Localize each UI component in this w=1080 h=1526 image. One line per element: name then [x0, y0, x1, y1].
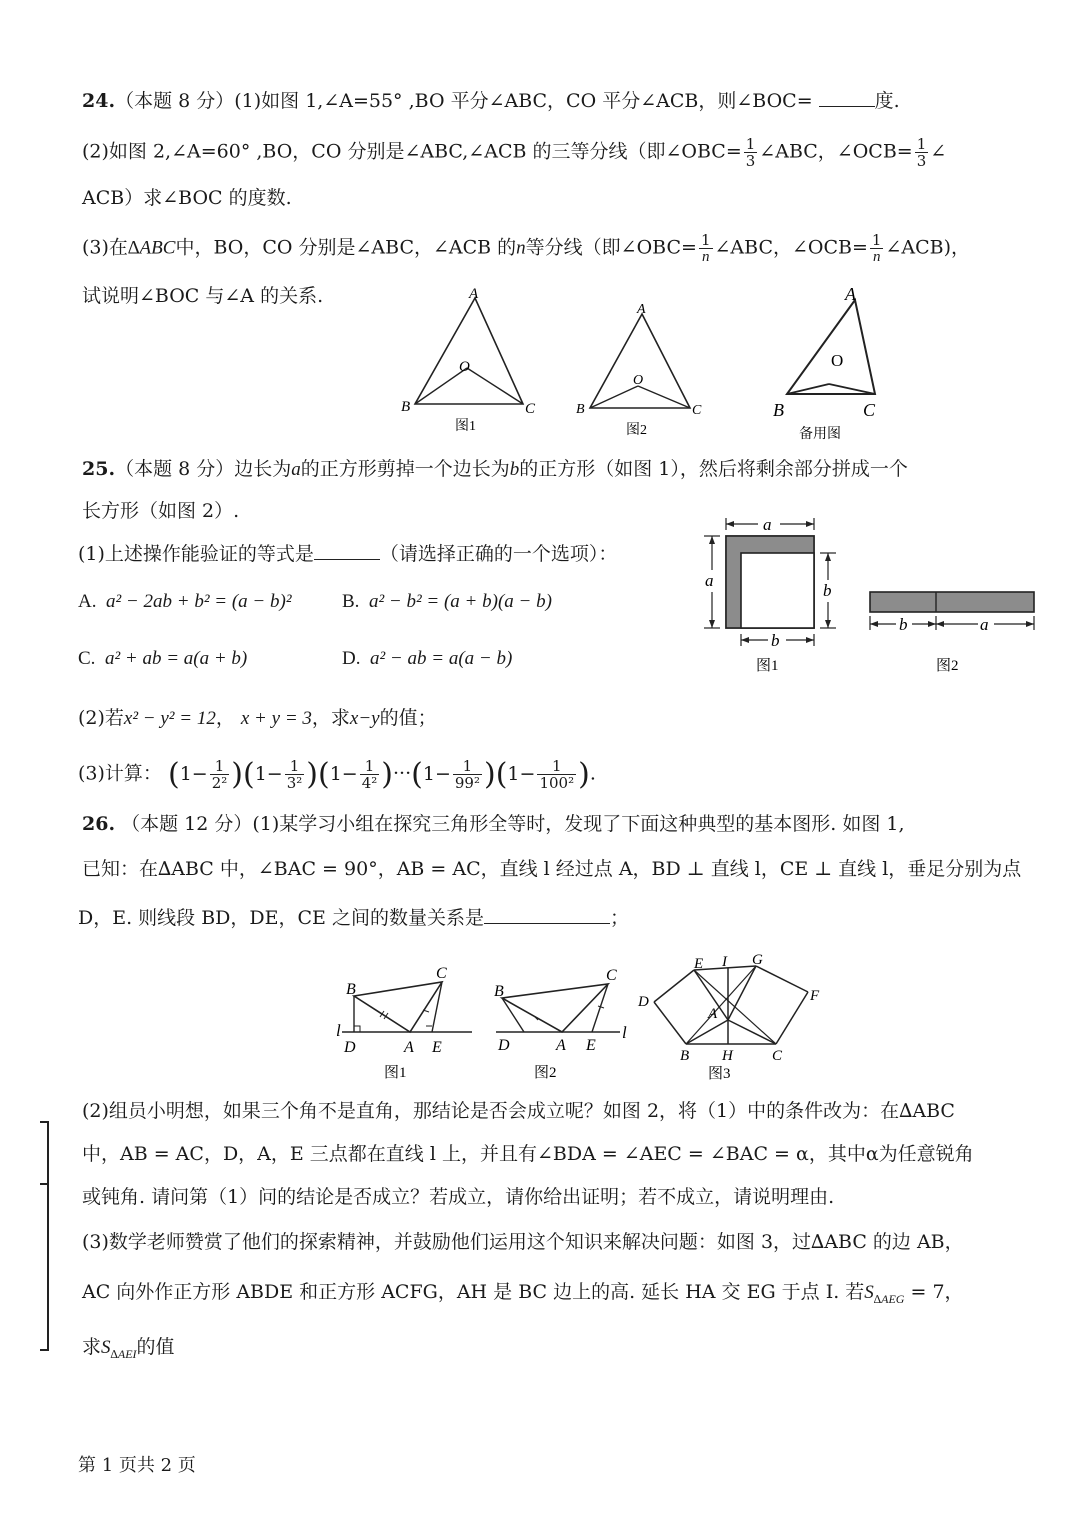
vertex-b-label: B [576, 402, 585, 417]
svg-text:G: G [752, 952, 763, 968]
q26-line7 [82, 1228, 964, 1256]
option-d-equation: a² − ab = a(a − b) [369, 648, 513, 669]
triangle-abc [354, 982, 442, 1032]
q26-part2-text-c: 或钝角. 请问第（1）问的结论是否成立？若成立，请你给出证明；若不成立，请说明理由. [82, 1186, 835, 1208]
q26-number: 26. [82, 813, 116, 835]
q26-figure-3-caption: 图3 [708, 1066, 731, 1082]
q25-score: （本题 8 分） [115, 458, 235, 480]
svg-text:I: I [722, 954, 727, 970]
q24-part3-text-e: ∠ACB)， [885, 236, 971, 259]
q25-option-a[interactable]: A. a² − 2ab + b² = (a − b)² [78, 591, 292, 612]
product-term-2: (1− $\frac{1}{\text{3²}}$ ) [242, 756, 318, 792]
label-a: A [404, 1039, 414, 1056]
q25-part2-text-b: ，求 [311, 707, 350, 729]
variable-b: b [509, 459, 520, 480]
label-b: B [494, 983, 504, 1000]
triangle-abc [787, 300, 875, 394]
q24-line2 [82, 136, 946, 169]
q24-answer-blank[interactable] [819, 86, 875, 107]
q26-line1 [82, 810, 905, 838]
label-c: C [606, 967, 617, 984]
q24-line1 [82, 86, 900, 115]
q25-part2-text-c: 的值； [379, 707, 437, 729]
q25-text-d: 长方形（如图 2）. [82, 500, 240, 522]
q25-option-b[interactable]: B. a² − b² = (a + b)(a − b) [342, 591, 552, 612]
q24-figure-spare [765, 280, 905, 445]
fraction-one-over-n-b: $\frac{1}{n}$ [871, 231, 882, 265]
triangle-abc [502, 984, 608, 1032]
product-term-1: (1− $\frac{1}{\text{2²}}$ ) [167, 756, 243, 792]
q26-line8: AC 向外作正方形 ABDE 和正方形 ACFG，AH 是 BC 边上的高. 延长 HA 交 EG 于点 I. 若$S_{\Delta AEG} = 7$， [82, 1281, 964, 1306]
q24-angle-sign: ∠ [930, 140, 947, 163]
q26-figure-2-caption: 图2 [534, 1065, 557, 1081]
triangle-abc-label: ∆ABC [127, 237, 176, 259]
q26-part3-text-c: 求 [82, 1336, 102, 1358]
variable-a: a [291, 459, 301, 480]
q25-option-c[interactable]: C. a² + ab = a(a + b) [78, 648, 248, 669]
q26-figure-2 [490, 960, 640, 1085]
q25-option-d[interactable]: D. a² − ab = a(a − b) [342, 648, 513, 669]
q24-part3-text-c: 等分线（即∠OBC= [525, 236, 697, 259]
label-e: E [432, 1039, 442, 1056]
page-footer [78, 1452, 196, 1480]
svg-text:B: B [680, 1048, 690, 1064]
area-subscript-aei: ∆AEI [110, 1346, 137, 1361]
segment-bo [590, 386, 638, 408]
q26-line6 [82, 1183, 834, 1211]
q24-line4 [82, 232, 970, 265]
q26-line4 [82, 1097, 955, 1125]
q25-figure-1-caption: 图1 [756, 658, 779, 674]
q24-part2-text-d: ACB）求∠BOC 的度数. [82, 187, 292, 209]
product-term-3: (1− $\frac{1}{\text{4²}}$ ) [318, 756, 394, 792]
q25-line1 [82, 455, 908, 484]
product-term-5: (1− $\frac{1}{\text{100²}}$ ) [495, 756, 590, 792]
q26-figure-3 [632, 948, 842, 1088]
vertex-a-label: A [469, 286, 479, 302]
q24-number: 24. [82, 90, 116, 112]
q24-part1-end: 度. [874, 90, 900, 112]
page-number: 第 1 页共 2 页 [78, 1455, 196, 1476]
q24-part3-text-d: ∠ABC，∠OCB= [714, 236, 868, 259]
q25-part3-text: (3)计算： [78, 762, 162, 785]
q24-figure-1 [395, 280, 545, 440]
binding-bracket [36, 1120, 56, 1352]
vertex-c-label: C [692, 403, 702, 418]
q26-figure-1 [330, 960, 480, 1085]
fraction-one-third-b: $\frac{1}{3}$ [916, 135, 927, 170]
q25-text-a: 边长为 [234, 458, 292, 480]
square-b-cutout [741, 553, 814, 628]
q26-part3-text: (3)数学老师赞赏了他们的探索精神，并鼓励他们运用这个知识来解决问题：如图 3，过∆ABC 的边 AB， [82, 1231, 964, 1253]
ellipsis: ··· [393, 762, 412, 785]
q26-score: （本题 12 分） [121, 813, 253, 835]
q25-line-part2: (2)若x² − y² = 12， x + y = 3，求x−y的值； [78, 707, 437, 729]
vertex-a-label: A [845, 284, 856, 304]
q24-line5 [82, 282, 323, 310]
expression-x-minus-y: x−y [349, 708, 380, 729]
segment-ba [686, 1020, 728, 1044]
area-symbol: S [864, 1282, 874, 1303]
svg-text:D: D [638, 994, 649, 1010]
label-a: a [980, 615, 989, 634]
q25-line3 [78, 539, 617, 568]
figure-2-caption: 图2 [626, 423, 647, 438]
point-o-label: O [459, 359, 470, 375]
option-c-equation: a² + ab = a(a + b) [104, 648, 248, 669]
vertex-c-label: C [525, 401, 536, 417]
label-l: l [622, 1023, 627, 1042]
label-d: D [344, 1039, 356, 1056]
q26-figure-1-caption: 图1 [384, 1065, 407, 1081]
label-l: l [336, 1021, 341, 1040]
label-a-top: a [763, 515, 772, 534]
q26-line3: D，E. 则线段 BD，DE，CE 之间的数量关系是 ； [78, 903, 629, 932]
q26-line2 [82, 855, 1021, 883]
q25-text-b: 的正方形剪掉一个边长为 [300, 458, 510, 480]
q25-part1-text-b: （请选择正确的一个选项）： [379, 543, 618, 565]
shaded-strip-top [727, 537, 813, 553]
fraction-one-over-n: $\frac{1}{n}$ [700, 231, 711, 265]
label-b-right: b [823, 581, 832, 600]
q25-number: 25. [82, 458, 116, 480]
vertex-c-label: C [863, 400, 876, 420]
label-e: E [586, 1037, 596, 1054]
equation-x-plus-y: x + y = 3 [240, 708, 312, 729]
option-b-equation: a² − b² = (a + b)(a − b) [368, 591, 552, 612]
q25-figure-1 [696, 512, 846, 682]
q25-part1-text: (1)上述操作能验证的等式是 [78, 543, 314, 565]
q24-score: （本题 8 分） [115, 90, 235, 112]
q26-part1-text: (1)某学习小组在探究三角形全等时，发现了下面这种典型的基本图形. 如图 1, [252, 813, 905, 835]
point-o-label: O [831, 351, 844, 370]
label-b-bottom: b [771, 631, 780, 650]
q26-answer-blank[interactable] [484, 903, 610, 924]
q26-part2-text-b: 中，AB = AC，D，A，E 三点都在直线 l 上，并且有∠BDA = ∠AEC = ∠BAC = α，其中α为任意锐角 [82, 1143, 974, 1165]
q25-line-part3: (3)计算： (1− $\frac{1}{\text{2²}}$ )(1− $\frac{1}{\text{3²}}$ )(1− $\frac{1}{\text{4²}}$ )···(1− $\frac{1}{\text{99²}}$ )(1− $\frac{1}{\text{100²}}$ ). [78, 756, 596, 792]
q25-figure-2 [862, 582, 1042, 682]
q24-part1-text: (1)如图 1,∠A=55° ,BO 平分∠ABC，CO 平分∠ACB，则∠BOC= [234, 90, 813, 112]
spare-figure-caption: 备用图 [799, 427, 841, 442]
q26-part3-text-b: AC 向外作正方形 ABDE 和正方形 ACFG，AH 是 BC 边上的高. 延长 HA 交 EG 于点 I. 若 [82, 1281, 865, 1303]
fraction-one-third: $\frac{1}{3}$ [745, 135, 756, 170]
svg-text:H: H [722, 1048, 733, 1064]
svg-text:A: A [708, 1006, 718, 1022]
svg-text:C: C [772, 1048, 783, 1064]
segment-fc [776, 992, 808, 1044]
label-b: B [346, 981, 356, 998]
q25-part2-text: (2)若 [78, 707, 124, 729]
q24-part3-text-f: 试说明∠BOC 与∠A 的关系. [82, 285, 324, 307]
vertex-b-label: B [401, 399, 411, 415]
segment-db [654, 1002, 686, 1044]
option-a-equation: a² − 2ab + b² = (a − b)² [105, 591, 292, 612]
area-subscript-aeg: ∆AEG [873, 1291, 905, 1306]
label-b: b [899, 615, 908, 634]
variable-n: n [516, 237, 526, 259]
q26-part2-text: (2)组员小明想，如果三个角不是直角，那结论是否会成立呢？如图 2，将（1）中的条件改为：在∆ABC [82, 1100, 955, 1122]
label-a: A [556, 1037, 566, 1054]
q26-part1-text-b: 已知：在∆ABC 中，∠BAC = 90°，AB = AC，直线 l 经过点 A，BD ⊥ 直线 l，CE ⊥ 直线 l，垂足分别为点 [82, 858, 1022, 880]
q26-line9: 求$S_{\Delta AEI}$的值 [82, 1336, 175, 1361]
segment-ac [728, 1020, 776, 1044]
q26-part1-text-c: D，E. 则线段 BD，DE，CE 之间的数量关系是 [78, 907, 484, 929]
segment-co [638, 386, 690, 408]
equation-x2-minus-y2: x² − y² = 12 [123, 708, 216, 729]
rectangle-a-plus-b [870, 592, 1034, 612]
q24-part3-text-b: 中，BO，CO 分别是∠ABC，∠ACB 的 [175, 236, 517, 259]
label-c: C [436, 965, 447, 982]
q26-line5 [82, 1140, 974, 1168]
q24-part2-text-b: ∠ABC，∠OCB= [759, 140, 913, 163]
svg-text:F: F [810, 988, 820, 1004]
triangle-abc [415, 298, 523, 404]
segment-co [829, 384, 875, 394]
label-d: D [498, 1037, 510, 1054]
product-term-4: (1− $\frac{1}{\text{99²}}$ ) [411, 756, 496, 792]
vertex-a-label: A [637, 302, 646, 317]
q24-line3 [82, 184, 292, 212]
q25-line2 [82, 497, 239, 525]
svg-text:E: E [694, 956, 704, 972]
vertex-b-label: B [773, 400, 784, 420]
q24-part2-text: (2)如图 2,∠A=60° ,BO，CO 分别是∠ABC,∠ACB 的三等分线（即∠OBC= [82, 140, 742, 163]
point-o-label: O [633, 373, 644, 388]
q25-answer-blank[interactable] [314, 539, 380, 560]
label-a-left: a [705, 571, 714, 590]
q24-part3-text: (3)在 [82, 236, 128, 259]
shaded-strip-left [727, 553, 741, 627]
figure-1-caption: 图1 [455, 419, 476, 434]
triangle-abc [590, 314, 690, 408]
q24-figure-2 [570, 300, 720, 440]
q25-figure-2-caption: 图2 [936, 658, 959, 674]
segment-bd [502, 998, 524, 1032]
q25-text-c: 的正方形（如图 1），然后将剩余部分拼成一个 [519, 458, 908, 480]
